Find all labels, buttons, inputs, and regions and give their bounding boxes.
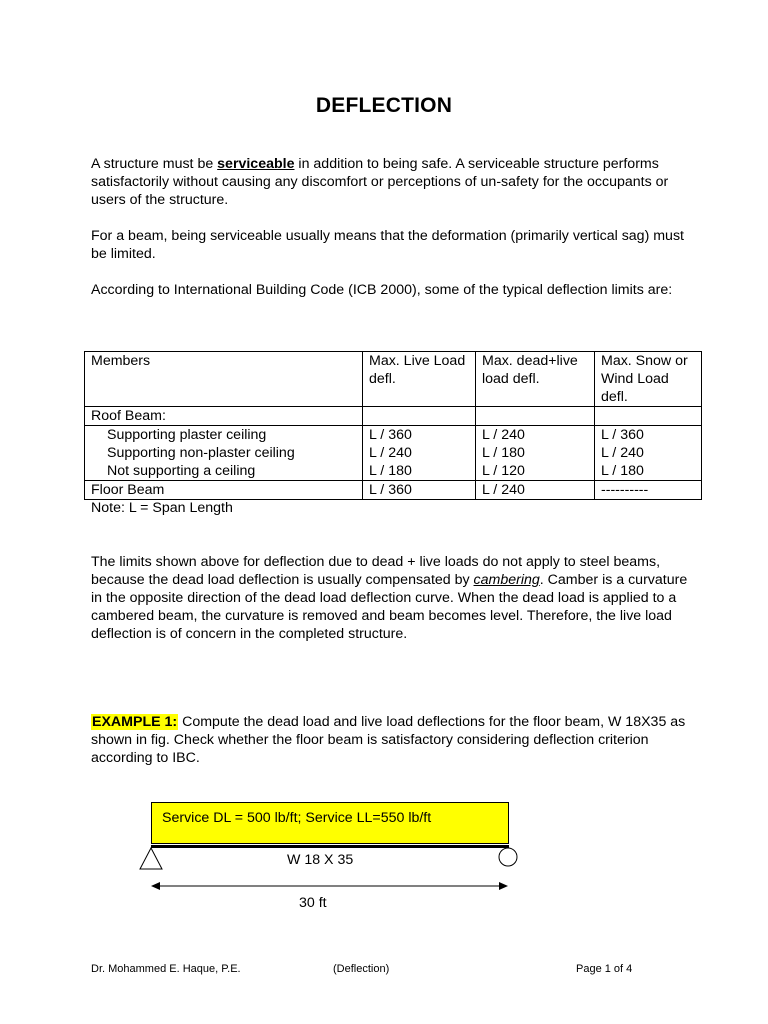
table-row (85, 426, 702, 445)
beam-label: W 18 X 35 (287, 852, 354, 868)
arrow-right-icon (499, 882, 508, 890)
roof-beam-label: Roof Beam: (85, 407, 363, 426)
cambering-term: cambering (473, 572, 540, 588)
table-cell: L / 360 (363, 481, 476, 500)
table-cell: Supporting plaster ceiling (85, 426, 363, 445)
table-cell: Not supporting a ceiling (85, 462, 363, 481)
table-cell: ---------- (595, 481, 702, 500)
example-text: Compute the dead load and live load deflections for the floor beam, W 18X35 as shown in fig. Check whether the floor beam is satisfactory considering deflection criterion according to IBC. (91, 714, 686, 766)
load-box (151, 802, 509, 844)
footer-author: Dr. Mohammed E. Haque, P.E. (91, 963, 241, 975)
serviceable-term: serviceable (217, 156, 295, 172)
para4-text-a: The limits shown above for deflection due to dead + live loads do not apply to steel beams, because the dead load deflection is usually compensated by (91, 554, 661, 588)
para1-text-b: in addition to being safe. A serviceable structure performs satisfactorily without causing any discomfort or perceptions of un-safety for the occupants or users of the structure. (91, 156, 669, 208)
header-snow-wind: Max. Snow or Wind Load defl. (595, 352, 702, 407)
table-header-row (85, 352, 702, 407)
table-row (85, 462, 702, 481)
table-cell: L / 120 (476, 462, 595, 481)
table-row-floor (85, 481, 702, 500)
table-row (85, 444, 702, 462)
para4-text-b: . Camber is a curvature in the opposite direction of the dead load deflection curve. When the dead load is applied to a cambered beam, the curvature is removed and beam becomes level. Therefore, the live load deflection is of concern in the completed structure. (91, 572, 688, 642)
load-text: Service DL = 500 lb/ft; Service LL=550 lb/ft (162, 810, 432, 826)
paragraph-cambering (91, 553, 691, 643)
paragraph-serviceability (91, 155, 691, 209)
footer-page-number: Page 1 of 4 (576, 963, 633, 975)
pin-support-icon (140, 848, 162, 869)
table-cell: L / 240 (476, 481, 595, 500)
beam-line (151, 845, 509, 848)
header-members: Members (85, 352, 363, 407)
table-cell: Supporting non-plaster ceiling (85, 444, 363, 462)
table-cell: L / 240 (363, 444, 476, 462)
table-cell: L / 360 (363, 426, 476, 445)
footer-topic: (Deflection) (333, 963, 390, 975)
table-cell: L / 240 (595, 444, 702, 462)
table-cell: L / 180 (363, 462, 476, 481)
table-row-roof (85, 407, 702, 426)
paragraph-ibc-limits: According to International Building Code (ICB 2000), some of the typical deflection limits are: (91, 282, 673, 298)
page-title: DEFLECTION (315, 94, 453, 117)
table-cell: L / 180 (476, 444, 595, 462)
example-label: EXAMPLE 1: (92, 714, 178, 730)
table-cell: Floor Beam (85, 481, 363, 500)
roller-support-icon (499, 848, 517, 866)
header-live: Max. Live Load defl. (363, 352, 476, 407)
table-cell: L / 180 (595, 462, 702, 481)
arrow-left-icon (151, 882, 160, 890)
paragraph-beam-serviceable: For a beam, being serviceable usually means that the deformation (primarily vertical sag) must be limited. (91, 228, 684, 262)
para1-text-a: A structure must be (91, 156, 218, 172)
table-cell: L / 240 (476, 426, 595, 445)
table-note: Note: L = Span Length (91, 500, 233, 516)
span-label: 30 ft (299, 895, 327, 911)
table-cell: L / 360 (595, 426, 702, 445)
deflection-limits-table (84, 351, 702, 500)
header-dead-live: Max. dead+live load defl. (476, 352, 595, 407)
example-paragraph (91, 713, 691, 767)
